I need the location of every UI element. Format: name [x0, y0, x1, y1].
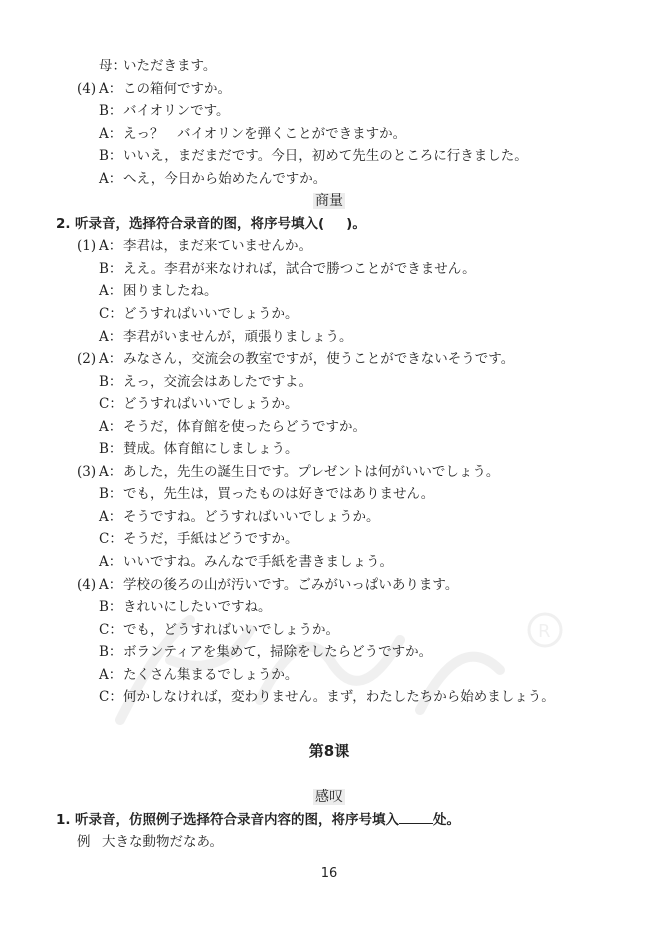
dialogue-line [0, 641, 658, 664]
dialogue-text: どうすればいいでしょうか。 [123, 306, 299, 323]
question-suffix: 处。 [433, 811, 460, 828]
item-number: (3) [77, 463, 97, 480]
dialogue-line [0, 596, 658, 619]
speaker-label: A： [99, 508, 123, 525]
dialogue-text: きれいにしたいですね。 [123, 599, 272, 616]
speaker-label: C： [99, 621, 123, 638]
dialogue-text: いいですね。みんなで手紙を書きましょう。 [123, 554, 393, 571]
dialogue-line [0, 619, 658, 642]
dialogue-text: 学校の後ろの山が汚いです。ごみがいっぱいあります。 [123, 576, 459, 593]
dialogue-text: ボランティアを集めて，掃除をしたらどうですか。 [123, 644, 433, 661]
speaker-label: B： [99, 486, 123, 503]
section-heading [0, 786, 658, 809]
example-label: 例 [77, 834, 91, 851]
dialogue-text: いただきます。 [123, 58, 217, 74]
question-text [75, 213, 366, 236]
dialogue-text: どうすればいいでしょうか。 [123, 396, 299, 413]
speaker-label: B： [99, 644, 123, 661]
answer-blank[interactable] [399, 809, 433, 824]
item-number: (1) [77, 238, 97, 255]
speaker-label: A： [99, 463, 123, 480]
question-2 [0, 213, 658, 236]
dialogue-line [0, 461, 658, 484]
question-1 [0, 809, 658, 832]
speaker-label: B： [99, 148, 123, 165]
question-suffix: )。 [346, 215, 366, 232]
dialogue-text: この箱何ですか。 [123, 80, 231, 97]
speaker-label: A： [99, 328, 123, 345]
speaker-label: B： [99, 103, 123, 120]
dialogue-line [0, 123, 658, 146]
dialogue-text: でも，先生は，買ったものは好きではありません。 [123, 486, 435, 503]
dialogue-line [0, 258, 658, 281]
dialogue-line [0, 371, 658, 394]
speaker-label: A： [99, 238, 123, 255]
dialogue-line [0, 686, 658, 709]
dialogue-text: たくさん集まるでしょうか。 [123, 666, 299, 683]
dialogue-line [0, 664, 658, 687]
speaker-label: B： [99, 599, 123, 616]
page-number: 16 [320, 866, 338, 881]
item-number: (4) [77, 576, 97, 593]
example-text: 大きな動物だなあ。 [102, 834, 223, 851]
speaker-label: A： [99, 576, 123, 593]
dialogue-line [0, 438, 658, 461]
dialogue-line [0, 551, 658, 574]
dialogue-text: 何かしなければ，変わりません。まず，わたしたちから始めましょう。 [123, 689, 555, 706]
dialogue-line [0, 416, 658, 439]
section-heading-text: 感叹 [315, 789, 343, 805]
speaker-label: A： [99, 418, 123, 435]
svg-text:R: R [538, 621, 551, 642]
dialogue-line [0, 348, 658, 371]
dialogue-line [0, 528, 658, 551]
dialogue-line [0, 483, 658, 506]
example-line [0, 831, 658, 854]
dialogue-text: 李君がいませんが，頑張りましょう。 [123, 328, 353, 345]
dialogue-text: でも，どうすればいいでしょうか。 [123, 621, 339, 638]
speaker-label: B： [99, 441, 123, 458]
dialogue-list [0, 55, 658, 709]
speaker-label: A： [99, 554, 123, 571]
dialogue-text: いいえ，まだまだです。今日，初めて先生のところに行きました。 [123, 148, 528, 165]
question-prompt: 听录音，选择符合录音的图，将序号填入( [75, 215, 325, 232]
dialogue-line [0, 326, 658, 349]
dialogue-line [0, 506, 658, 529]
speaker-label: A： [99, 80, 123, 97]
question-number: 2. [56, 215, 71, 232]
lesson-title: 第8课 [308, 742, 350, 760]
speaker-label: C： [99, 396, 123, 413]
dialogue-line [0, 574, 658, 597]
speaker-label: A： [99, 170, 123, 187]
speaker-label: A： [99, 666, 123, 683]
speaker-label: 母： [99, 58, 126, 74]
dialogue-text: そうだ，体育館を使ったらどうですか。 [123, 418, 366, 435]
dialogue-line [0, 145, 658, 168]
dialogue-line [0, 280, 658, 303]
dialogue-line [0, 55, 658, 78]
dialogue-text: そうですね。どうすればいいでしょうか。 [123, 508, 380, 525]
speaker-label: B： [99, 373, 123, 390]
speaker-label: C： [99, 531, 123, 548]
dialogue-line [0, 235, 658, 258]
speaker-label: A： [99, 125, 123, 142]
speaker-label: C： [99, 689, 123, 706]
dialogue-text: そうだ，手紙はどうですか。 [123, 531, 299, 548]
question-text [75, 809, 460, 832]
dialogue-text: バイオリンです。 [123, 103, 230, 120]
dialogue-text: えっ？ バイオリンを弾くことができますか。 [123, 125, 407, 142]
dialogue-text: 困りましたね。 [123, 283, 218, 300]
dialogue-line [0, 303, 658, 326]
item-number: (4) [77, 80, 97, 97]
dialogue-text: ええ。李君が来なければ，試合で勝つことができません。 [123, 260, 476, 277]
item-number: (2) [77, 351, 97, 368]
lesson-8-content [0, 786, 658, 854]
question-number: 1. [56, 811, 71, 828]
dialogue-text: へえ，今日から始めたんですか。 [123, 170, 327, 187]
dialogue-line [0, 78, 658, 101]
question-prompt: 听录音，仿照例子选择符合录音内容的图，将序号填入 [75, 811, 399, 828]
dialogue-text: あした，先生の誕生日です。プレゼントは何がいいでしょう。 [123, 463, 500, 480]
speaker-label: A： [99, 283, 123, 300]
dialogue-text: 李君は，まだ来ていませんか。 [123, 238, 312, 255]
dialogue-line [0, 393, 658, 416]
speaker-label: C： [99, 306, 123, 323]
dialogue-text: 賛成。体育館にしましょう。 [123, 441, 299, 458]
dialogue-line [0, 100, 658, 123]
section-heading [0, 190, 658, 213]
section-heading-text: 商量 [315, 193, 343, 210]
dialogue-line [0, 168, 658, 191]
dialogue-text: えっ，交流会はあしたですよ。 [123, 373, 312, 390]
speaker-label: A： [99, 351, 123, 368]
speaker-label: B： [99, 260, 123, 277]
dialogue-text: みなさん，交流会の教室ですが，使うことができないそうです。 [123, 351, 515, 368]
